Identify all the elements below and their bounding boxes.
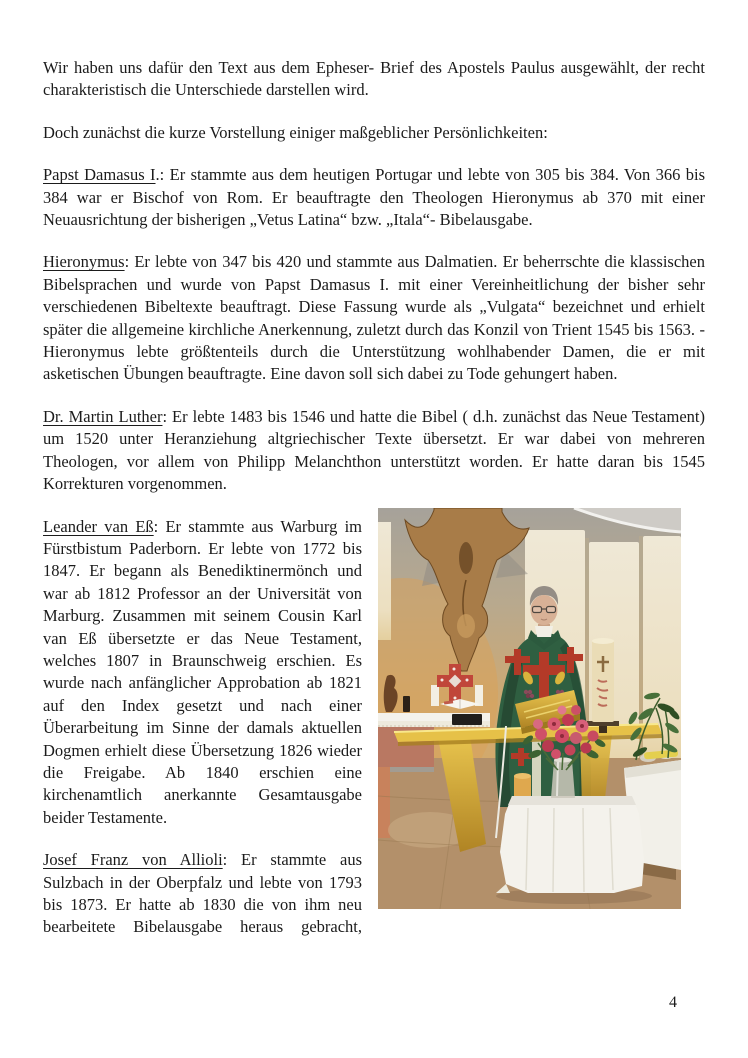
altar-photo bbox=[378, 508, 681, 909]
paragraph-hieronymus bbox=[43, 251, 705, 385]
photo-wrap-section bbox=[43, 516, 705, 959]
paragraph-leander-text: : Er stammte aus Warburg im Fürstbistum Paderborn. Er lebte von 1772 bis 1847. Er begann als Benediktinermönch und war ab 1812 Professor an der Universität von Marburg. Zusammen mit seinem Cousin Karl van Eß übersetzte er das Neue Testament, welches 1807 in Braunschweig erschien. Es wurde nach anfänglicher Approbation ab 1821 auf den Index gesetzt und nach einer Überarbeitung im Sinne der damals aktuellen Dogmen erhielt diese Übersetzung 1826 wieder die Freigabe. Ab 1840 erschien eine kirchenamtlich anerkannte Gesamtausgabe beider Testamente. bbox=[43, 516, 362, 827]
flower-table bbox=[496, 796, 652, 904]
paragraph-epheser-intro: Wir haben uns dafür den Text aus dem Epheser- Brief des Apostels Paulus ausgewählt, der recht charakteristisch die Unterschiede darstellen wird. bbox=[43, 58, 705, 100]
glasses bbox=[533, 606, 542, 612]
paragraph-luther-text: : Er lebte 1483 bis 1546 und hatte die Bibel ( d.h. zunächst das Neue Testament) um 1520 unter Heranziehung altgriechischer Texte übersetzt. Er war dabei von mehreren Theologen, vor allem von Philipp Melanchthon unterstützt worden. Er hatte daran bis 1545 Korrekturen vorgenommen. bbox=[43, 406, 705, 494]
name-papst-damasus: Papst Damasus I bbox=[43, 165, 156, 185]
name-luther: Dr. Martin Luther bbox=[43, 406, 163, 426]
name-leander: Leander van Eß bbox=[43, 516, 154, 536]
name-allioli: Josef Franz von Allioli bbox=[43, 850, 223, 870]
paragraph-luther bbox=[43, 406, 705, 496]
white-collar bbox=[535, 626, 553, 637]
paragraph-hieronymus-text: : Er lebte von 347 bis 420 und stammte aus Dalmatien. Er beherrschte die klassischen Bibelsprachen und wurde von Papst Damasus I. mit einer Vereinheitlichung der bisher sehr verschiedenen Bibeltexte beauftragt. Diese Fassung wurde als „Vulgata“ bezeichnet und erhielt später die allgemeine kirchliche Anerkennung, zuletzt durch das Konzil von Trient 1545 bis 1563. - Hieronymus lebte größtenteils durch die Unterstützung wohlhabender Damen, die er mit asketischen Übungen beauftragte. Eine davon soll sich dabei zu Tode gehungert haben. bbox=[43, 252, 705, 384]
name-hieronymus: Hieronymus bbox=[43, 252, 125, 272]
paragraph-papst-damasus-text: .: Er stammte aus dem heutigen Portugar und lebte von 305 bis 384. Von 366 bis 384 war er Bischof von Rom. Er beauftragte den Theologen Hieronymus ab 370 mit einer Neuausrichtung der bisherigen „Vetus Latina“ bzw. „Itala“- Bibelausgabe. bbox=[43, 165, 705, 230]
page-number: 4 bbox=[669, 994, 677, 1011]
paragraph-vorstellung: Doch zunächst die kurze Vorstellung einiger maßgeblicher Persönlichkeiten: bbox=[43, 122, 548, 142]
paragraph-papst-damasus bbox=[43, 164, 705, 231]
document-body bbox=[43, 57, 705, 959]
altar-candles bbox=[431, 685, 439, 706]
paragraph-allioli-text: : Er stammte aus Sulzbach in der Oberpfalz und lebte von 1793 bis 1873. Er hatte ab 1830 die von ihm neu bearbeitete Bibelausgabe heraus gebracht, bbox=[43, 850, 362, 937]
